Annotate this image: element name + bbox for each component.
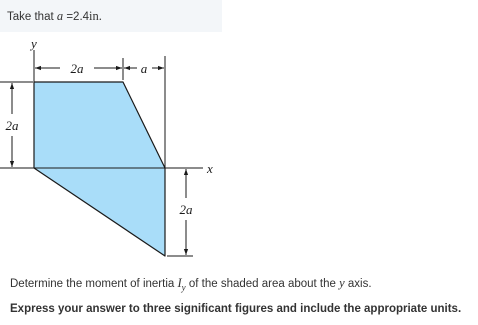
y-axis-label: y [31, 36, 37, 51]
given-equals: = [66, 11, 74, 23]
question-after: axis. [347, 278, 372, 290]
area-figure [0, 32, 478, 267]
question-before: Determine the moment of inertia [10, 278, 175, 290]
inertia-symbol [177, 276, 186, 293]
x-axis-label: x [207, 161, 213, 176]
left-dim-label: 2a [5, 118, 19, 133]
given-banner [0, 0, 222, 32]
question-text [10, 276, 372, 293]
inertia-symbol-letter: I [177, 276, 182, 290]
given-prefix: Take that [7, 11, 54, 23]
given-value: 2.4 [73, 11, 90, 23]
question-axis: y [339, 276, 345, 290]
answer-instruction: Express your answer to three significant figures and include the appropriate units. [10, 303, 462, 315]
bottom-dim-label: 2a [179, 202, 193, 217]
top-dim-a-label: a [140, 61, 148, 76]
inertia-symbol-subscript: y [181, 282, 186, 293]
shaded-area [34, 82, 165, 256]
given-variable: a [56, 9, 64, 23]
question-middle: of the shaded area about the [188, 278, 336, 290]
top-dim-2a-label: 2a [70, 61, 84, 76]
given-statement [7, 9, 102, 24]
given-unit: in. [89, 9, 102, 23]
